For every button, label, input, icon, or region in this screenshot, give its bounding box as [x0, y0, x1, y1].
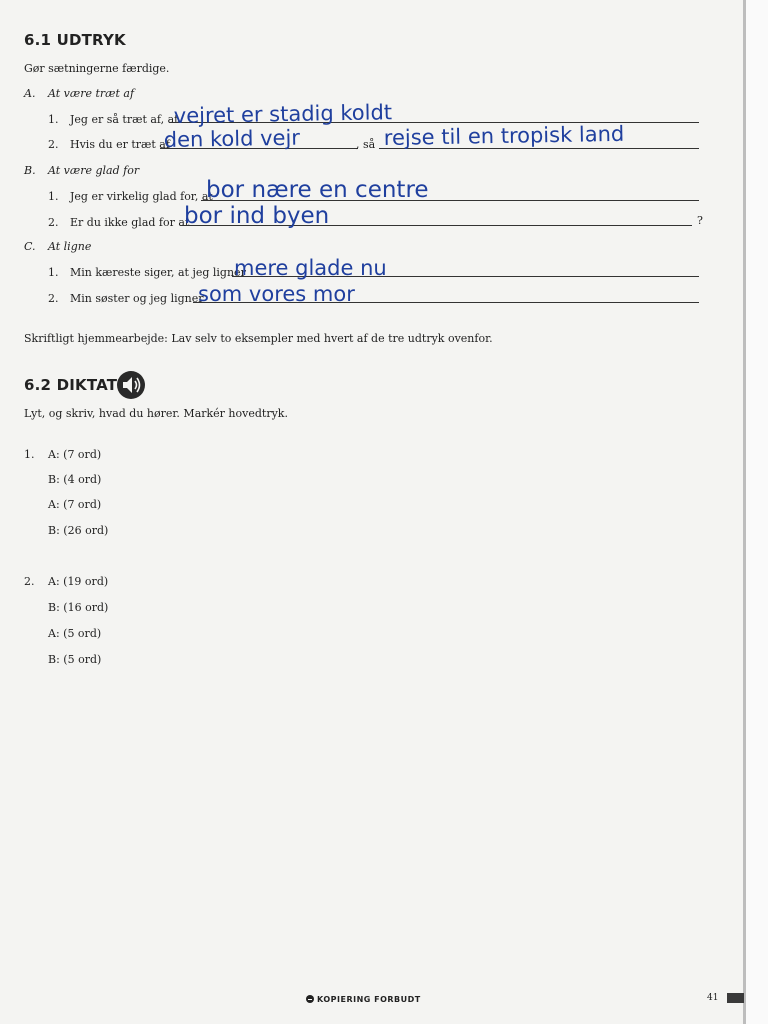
homework-note: Skriftligt hjemmearbejde: Lav selv to eksempler med hvert af de tre udtryk ovenfor.: [24, 332, 493, 345]
handwritten-answer: bor nære en centre: [206, 177, 429, 203]
dictation-line: A: (5 ord): [48, 627, 102, 640]
page-margin: [746, 0, 768, 1024]
page-tab-marker: [727, 993, 744, 1003]
section-instruction: Gør sætningerne færdige.: [24, 62, 170, 75]
dictation-line: B: (4 ord): [48, 473, 102, 486]
item-number: 1.: [48, 266, 59, 279]
item-prompt: Hvis du er træt af: [70, 138, 170, 151]
item-number: 1.: [48, 113, 59, 126]
speaker-icon[interactable]: [116, 370, 146, 400]
handwritten-answer: vejret er stadig koldt: [173, 100, 393, 128]
item-number: 1.: [48, 190, 59, 203]
section-title-udtryk: 6.1 UDTRYK: [24, 31, 126, 49]
section-title-diktat: 6.2 DIKTAT: [24, 376, 118, 394]
handwritten-answer: mere glade nu: [234, 256, 387, 280]
item-number: 2.: [48, 216, 59, 229]
dictation-line: A: (19 ord): [48, 575, 109, 588]
dictation-line: A: (7 ord): [48, 498, 102, 511]
item-connector: , så: [356, 138, 376, 151]
item-prompt: Er du ikke glad for at: [70, 216, 190, 229]
dictation-number: 1.: [24, 448, 35, 461]
group-letter-c: C.: [24, 240, 36, 253]
handwritten-answer: den kold vejr: [163, 125, 301, 152]
question-mark: ?: [697, 214, 703, 227]
dictation-line: B: (5 ord): [48, 653, 102, 666]
footer-notice-text: KOPIERING FORBUDT: [317, 995, 421, 1004]
section-instruction: Lyt, og skriv, hvad du hører. Markér hovedtryk.: [24, 407, 288, 420]
handwritten-answer: som vores mor: [198, 282, 355, 306]
no-entry-icon: [306, 995, 314, 1003]
group-letter-b: B.: [24, 164, 36, 177]
copy-forbidden-notice: [306, 995, 421, 1004]
item-prompt: Jeg er virkelig glad for, at: [70, 190, 213, 203]
page-number: 41: [707, 993, 719, 1003]
item-prompt: Min søster og jeg ligner: [70, 292, 204, 305]
group-heading-b: At være glad for: [48, 164, 140, 177]
handwritten-answer: rejse til en tropisk land: [383, 121, 625, 150]
handwritten-answer: bor ind byen: [184, 203, 330, 229]
item-number: 2.: [48, 292, 59, 305]
group-heading-a: At være træt af: [48, 87, 135, 100]
dictation-line: B: (16 ord): [48, 601, 109, 614]
item-number: 2.: [48, 138, 59, 151]
item-prompt: Jeg er så træt af, at: [70, 113, 179, 126]
item-prompt: Min kæreste siger, at jeg ligner: [70, 266, 246, 279]
dictation-number: 2.: [24, 575, 35, 588]
group-heading-c: At ligne: [48, 240, 92, 253]
dictation-line: B: (26 ord): [48, 524, 109, 537]
group-letter-a: A.: [24, 87, 36, 100]
dictation-line: A: (7 ord): [48, 448, 102, 461]
